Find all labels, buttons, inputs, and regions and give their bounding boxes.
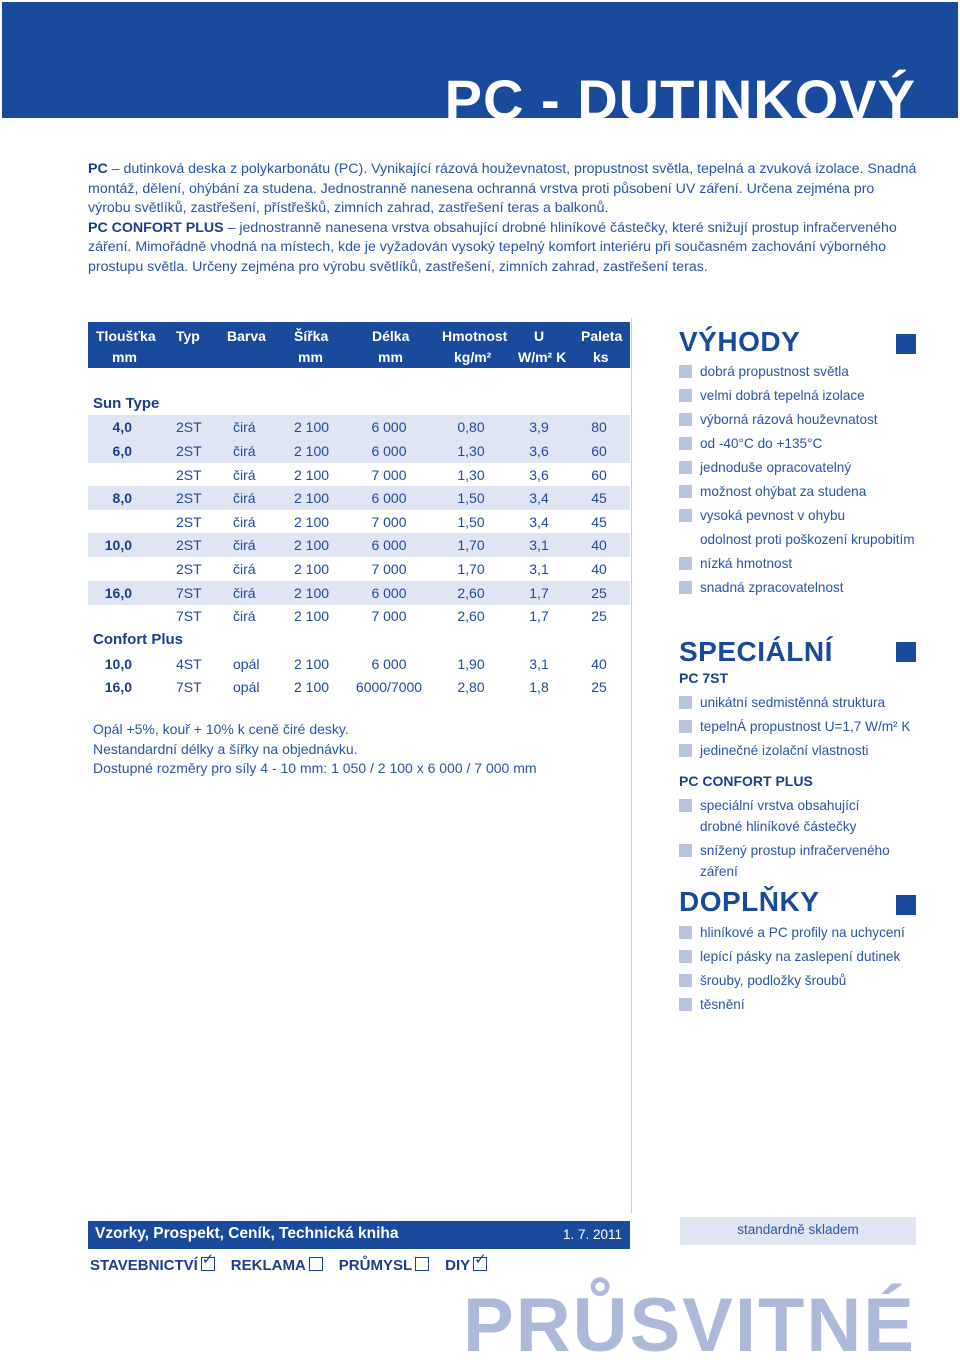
- section-marker-square: [896, 642, 916, 662]
- bullet-text: možnost ohýbat za studena: [700, 484, 867, 499]
- table-cell: 10,0: [104, 537, 132, 553]
- bullet-text: lepící pásky na zaslepení dutinek: [700, 949, 901, 964]
- table-cell: čirá: [233, 490, 256, 506]
- table-row: [88, 415, 630, 439]
- table-cell: čirá: [233, 419, 256, 435]
- col-unit-thickness: mm: [112, 349, 137, 365]
- bullet-square-icon: [679, 998, 692, 1011]
- bullet-square-icon: [679, 389, 692, 402]
- intro-lead-text: – dutinková deska z polykarbonátu (PC). Vynikající rázová houževnatost, propustnost světla, tepelná a zvuková izolace. Snadná montáž, dělení, ohýbání za studena. Jednostranně nanesena ochranná vrstva proti působení UV záření. Určena zejména pro výrobu světlíků, zastřešení, přístřešků, zimních zahrad, zastřešení teras a balkonů.: [88, 161, 917, 217]
- table-cell: 16,0: [104, 679, 132, 695]
- table-cell: 1,30: [457, 443, 485, 459]
- stock-badge: [680, 1217, 916, 1245]
- bullet-text: vysoká pevnost v ohybu: [700, 508, 846, 523]
- section-title-vyhody: VÝHODY: [679, 326, 801, 357]
- table-cell: 6 000: [371, 656, 407, 672]
- bullet-item: [679, 577, 919, 598]
- intro-lead-bold: PC: [88, 161, 108, 177]
- bullet-text: jednoduše opracovatelný: [700, 460, 852, 475]
- table-cell: 60: [591, 443, 607, 459]
- table-cell: 2,60: [457, 608, 485, 624]
- bullet-text: těsnění: [700, 997, 745, 1012]
- col-unit-u: W/m² K: [518, 349, 567, 365]
- product-category-word: PRŮSVITNÉ: [463, 1283, 916, 1360]
- bullet-item: [679, 529, 919, 550]
- table-cell: 7ST: [176, 679, 202, 695]
- table-cell: 40: [591, 537, 607, 553]
- table-cell: 2 100: [294, 561, 330, 577]
- checked-box-icon: ✓: [473, 1257, 487, 1271]
- bullet-square-icon: [679, 799, 692, 812]
- table-row: [88, 675, 630, 699]
- category-item: [90, 1251, 215, 1274]
- bullet-item: [679, 716, 919, 737]
- bullet-item: [679, 409, 919, 430]
- table-cell: 25: [591, 608, 607, 624]
- table-cell: čirá: [233, 467, 256, 483]
- table-cell: 1,90: [457, 656, 485, 672]
- subtitle-pc-7st: PC 7ST: [679, 670, 729, 686]
- table-cell: 2 100: [294, 585, 330, 601]
- table-row: [88, 581, 630, 605]
- note-line: Dostupné rozměry pro síly 4 - 10 mm: 1 050 / 2 100 x 6 000 / 7 000 mm: [93, 760, 537, 777]
- table-row: [88, 463, 630, 487]
- footer-documents: Vzorky, Prospekt, Ceník, Technická kniha: [95, 1225, 399, 1242]
- table-cell: opál: [233, 656, 260, 672]
- bullet-text: snadná zpracovatelnost: [700, 580, 844, 595]
- bullet-square-icon: [679, 844, 692, 857]
- table-cell: 1,70: [457, 537, 485, 553]
- bullet-square-icon: [679, 509, 692, 522]
- table-cell: 2 100: [294, 656, 330, 672]
- table-row: [88, 604, 630, 628]
- note-line: Nestandardní délky a šířky na objednávku.: [93, 740, 358, 757]
- table-cell: 40: [591, 561, 607, 577]
- bullet-item: [679, 385, 919, 406]
- col-header-width: Šířka: [294, 328, 329, 344]
- intro-text: [88, 160, 918, 278]
- table-cell: čirá: [233, 537, 256, 553]
- table-row: [88, 533, 630, 557]
- bullet-item: [679, 946, 919, 967]
- category-label: STAVEBNICTVÍ: [90, 1257, 198, 1274]
- table-cell: 2,80: [457, 679, 485, 695]
- intro-confort-text: – jednostranně nanesena vrstva obsahující drobné hliníkové částečky, které snižují prostup infračerveného záření. Mimořádně vhodná na místech, kde je vyžadován vysoký tepelný komfort interiéru při současném zachování výborného prostupu světla. Určeny zejména pro výrobu světlíků, zastřešení, zimních zahrad, zastřešení teras.: [88, 219, 897, 275]
- stock-label: standardně skladem: [737, 1222, 859, 1237]
- col-unit-length: mm: [378, 349, 403, 365]
- table-cell: 0,80: [457, 419, 485, 435]
- bullet-square-icon: [679, 581, 692, 594]
- table-cell: 2 100: [294, 443, 330, 459]
- bullet-square-icon: [679, 557, 692, 570]
- table-cell: 2 100: [294, 608, 330, 624]
- section-marker-square: [896, 895, 916, 915]
- col-header-type: Typ: [176, 328, 200, 344]
- category-item: [339, 1257, 429, 1274]
- table-cell: 3,1: [529, 656, 549, 672]
- empty-box-icon: [415, 1257, 429, 1271]
- bullet-text: speciální vrstva obsahující drobné hliníkové částečky: [700, 798, 860, 834]
- bullet-item: [679, 361, 919, 382]
- bullet-square-icon: [679, 461, 692, 474]
- table-cell: 6 000: [371, 419, 407, 435]
- table-cell: 1,8: [529, 679, 549, 695]
- table-row: [88, 510, 630, 534]
- table-cell: 3,6: [529, 467, 549, 483]
- table-cell: 2ST: [176, 419, 202, 435]
- table-cell: 3,1: [529, 537, 549, 553]
- bullet-item: [679, 457, 919, 478]
- bullet-text: dobrá propustnost světla: [700, 364, 849, 379]
- bullet-square-icon: [679, 365, 692, 378]
- bullet-square-icon: [679, 720, 692, 733]
- bullet-text: nízká hmotnost: [700, 556, 793, 571]
- table-cell: 7ST: [176, 585, 202, 601]
- bullet-text: šrouby, podložky šroubů: [700, 973, 847, 988]
- footer-bar: [88, 1221, 630, 1249]
- table-cell: 2 100: [294, 419, 330, 435]
- bullet-text: unikátní sedmistěnná struktura: [700, 695, 886, 710]
- table-cell: 6,0: [112, 443, 132, 459]
- table-cell: 2ST: [176, 514, 202, 530]
- col-header-thickness: Tloušťka: [96, 328, 156, 344]
- bullet-square-icon: [679, 485, 692, 498]
- table-cell: 1,7: [529, 585, 549, 601]
- table-cell: opál: [233, 679, 260, 695]
- table-row: [88, 486, 630, 510]
- table-cell: 6 000: [371, 443, 407, 459]
- table-cell: 3,4: [529, 490, 549, 506]
- col-header-weight: Hmotnost: [442, 328, 508, 344]
- col-unit-width: mm: [298, 349, 323, 365]
- table-cell: čirá: [233, 561, 256, 577]
- col-header-length: Délka: [372, 328, 410, 344]
- table-cell: 45: [591, 490, 607, 506]
- bullet-text: velmi dobrá tepelná izolace: [700, 388, 865, 403]
- section-title-specialni: SPECIÁLNÍ: [679, 636, 833, 667]
- table-cell: 4ST: [176, 656, 202, 672]
- bullet-item: [679, 970, 919, 991]
- bullet-text: hliníkové a PC profily na uchycení: [700, 925, 905, 940]
- table-cell: 7 000: [371, 561, 407, 577]
- table-cell: 2 100: [294, 537, 330, 553]
- category-label: REKLAMA: [230, 1257, 306, 1274]
- table-cell: 2,60: [457, 585, 485, 601]
- category-item: [231, 1257, 323, 1274]
- section-title-doplnky: DOPLŇKY: [679, 886, 820, 917]
- table-cell: 1,50: [457, 514, 485, 530]
- bullet-item: [679, 994, 919, 1015]
- table-cell: čirá: [233, 585, 256, 601]
- bullet-text: tepelnÁ propustnost U=1,7 W/m² K: [700, 719, 911, 734]
- group-label-sun-type: Sun Type: [93, 395, 160, 412]
- table-cell: 16,0: [104, 585, 132, 601]
- table-cell: 40: [591, 656, 607, 672]
- bullet-text: výborná rázová houževnatost: [700, 412, 878, 427]
- table-cell: 4,0: [112, 419, 132, 435]
- table-notes: [93, 720, 537, 779]
- bullet-item: [679, 795, 919, 837]
- table-cell: 1,30: [457, 467, 485, 483]
- table-row: [88, 557, 630, 581]
- category-label: PRŮMYSL: [338, 1257, 413, 1274]
- bullet-text: od -40°C do +135°C: [700, 436, 823, 451]
- bullet-square-icon: [679, 974, 692, 987]
- table-cell: 8,0: [112, 490, 132, 506]
- col-header-color: Barva: [227, 328, 266, 344]
- bullet-square-icon: [679, 437, 692, 450]
- bullet-item: [679, 433, 919, 454]
- table-cell: 2 100: [294, 514, 330, 530]
- group-label-confort-plus: Confort Plus: [93, 631, 183, 648]
- table-cell: čirá: [233, 514, 256, 530]
- table-cell: 1,7: [529, 608, 549, 624]
- table-cell: 7 000: [371, 467, 407, 483]
- bullet-square-icon: [679, 950, 692, 963]
- table-row: [88, 439, 630, 463]
- table-cell: 6 000: [371, 490, 407, 506]
- col-header-pallet: Paleta: [581, 328, 623, 344]
- col-header-u: U: [534, 328, 545, 344]
- intro-confort-bold: PC CONFORT PLUS: [88, 219, 224, 236]
- bullet-item: [679, 553, 919, 574]
- bullet-square-icon: [679, 744, 692, 757]
- table-cell: 2ST: [176, 443, 202, 459]
- page-title: PC - DUTINKOVÝ: [444, 68, 916, 131]
- table-cell: 2 100: [294, 490, 330, 506]
- table-cell: 2ST: [176, 467, 202, 483]
- table-cell: 3,9: [529, 419, 549, 435]
- table-cell: 2ST: [176, 490, 202, 506]
- table-row: [88, 652, 630, 676]
- table-cell: 7 000: [371, 514, 407, 530]
- table-cell: 3,6: [529, 443, 549, 459]
- subtitle-pc-confort-plus: PC CONFORT PLUS: [679, 773, 813, 789]
- table-cell: 25: [591, 585, 607, 601]
- bullet-text: odolnost proti poškození krupobitím: [700, 532, 915, 547]
- category-label: DIY: [445, 1257, 471, 1274]
- table-cell: 2ST: [176, 561, 202, 577]
- col-unit-pallet: ks: [593, 349, 609, 365]
- category-checklist: [90, 1251, 503, 1274]
- bullet-text: snížený prostup infračerveného záření: [700, 843, 890, 879]
- bullet-item: [679, 840, 919, 882]
- bullet-square-icon: [679, 413, 692, 426]
- bullet-item: [679, 481, 919, 502]
- table-cell: čirá: [233, 443, 256, 459]
- table-cell: 3,1: [529, 561, 549, 577]
- table-cell: 6000/7000: [355, 679, 423, 695]
- table-cell: 25: [591, 679, 607, 695]
- table-cell: 6 000: [371, 585, 407, 601]
- footer-date: 1. 7. 2011: [562, 1227, 622, 1242]
- table-cell: 1,70: [457, 561, 485, 577]
- checked-box-icon: ✓: [201, 1257, 215, 1271]
- table-cell: 60: [591, 467, 607, 483]
- bullet-item: [679, 692, 919, 713]
- empty-box-icon: [309, 1257, 323, 1271]
- table-cell: 45: [591, 514, 607, 530]
- bullet-square-icon: [679, 696, 692, 709]
- section-marker-square: [896, 334, 916, 354]
- table-cell: 7ST: [176, 608, 202, 624]
- bullet-item: [679, 505, 919, 526]
- bullet-square-icon: [679, 926, 692, 939]
- table-cell: 80: [591, 419, 607, 435]
- bullet-item: [679, 740, 919, 761]
- table-cell: 2 100: [294, 467, 330, 483]
- table-cell: 3,4: [529, 514, 549, 530]
- category-item: [445, 1251, 487, 1274]
- table-cell: 1,50: [457, 490, 485, 506]
- table-cell: čirá: [233, 608, 256, 624]
- table-cell: 2ST: [176, 537, 202, 553]
- bullet-item: [679, 922, 919, 943]
- table-header: [88, 322, 630, 368]
- table-cell: 7 000: [371, 608, 407, 624]
- table-cell: 10,0: [104, 656, 132, 672]
- bullet-text: jedinečné izolační vlastnosti: [700, 743, 869, 758]
- table-cell: 6 000: [371, 537, 407, 553]
- table-cell: 2 100: [294, 679, 330, 695]
- col-unit-weight: kg/m²: [454, 349, 492, 365]
- note-line: Opál +5%, kouř + 10% k ceně čiré desky.: [93, 721, 349, 737]
